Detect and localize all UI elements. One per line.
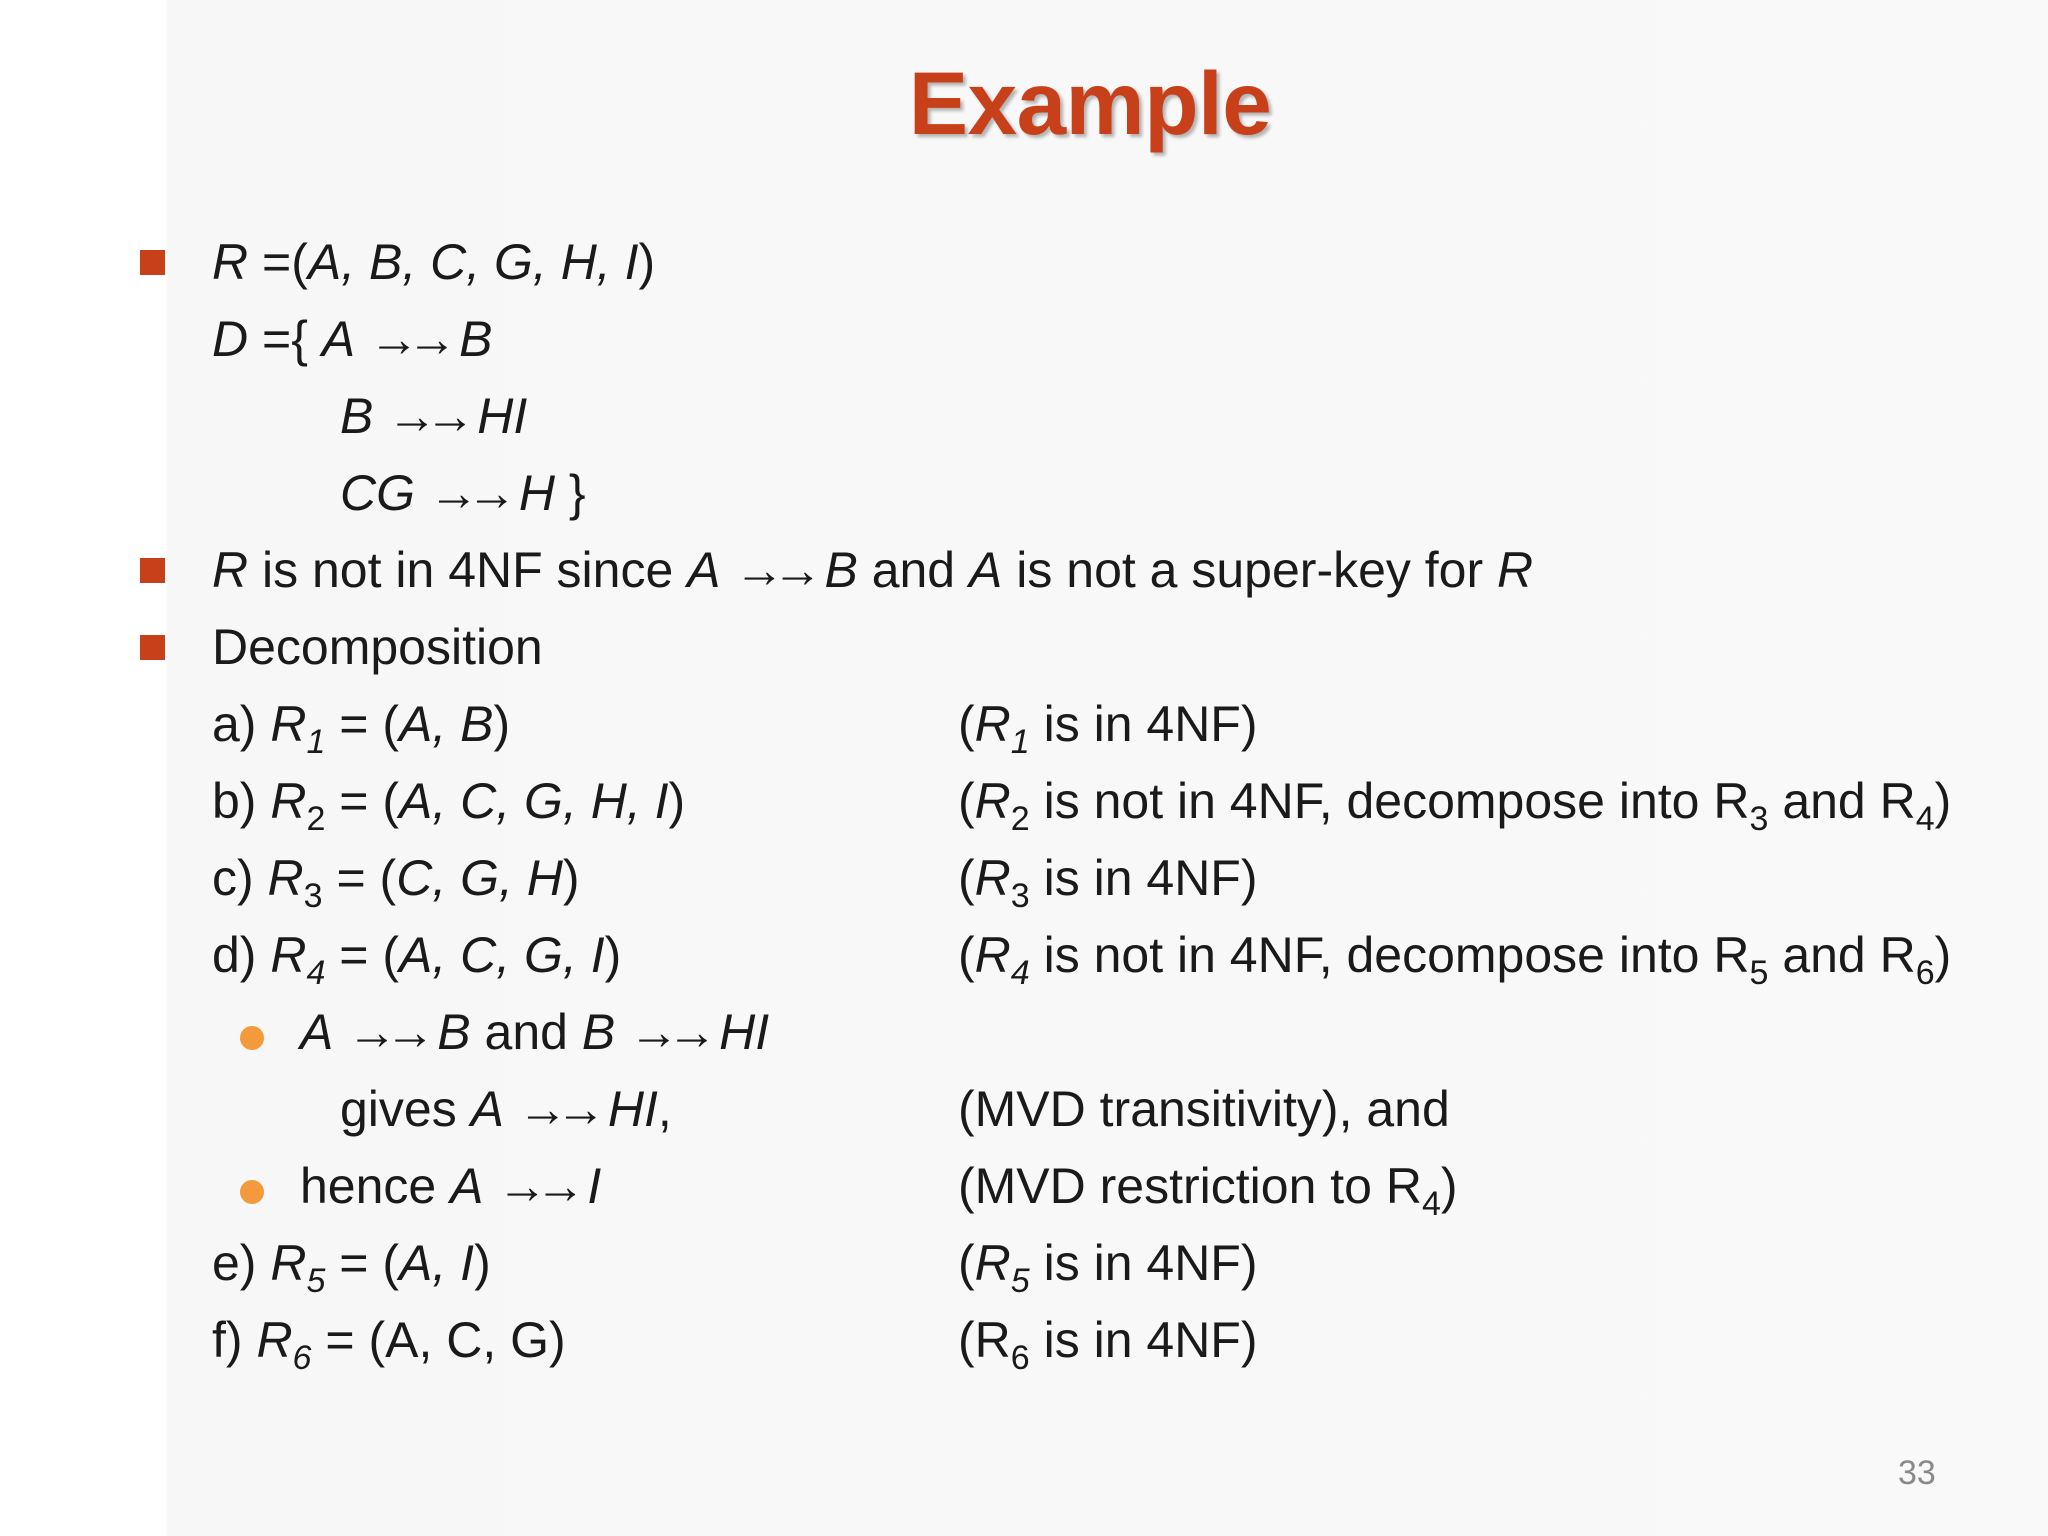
page-number: 33	[1898, 1454, 1936, 1492]
relation-line: R =(A, B, C, G, H, I)	[212, 234, 656, 290]
step-a-right: ($R_1$ is in 4NF)	[958, 696, 1258, 761]
sub-step-1b-right: (MVD transitivity), and	[958, 1081, 1450, 1137]
sub-step-2-right: (MVD restriction to $R_4$)	[958, 1158, 1458, 1223]
step-e-right: ($R_5$ is in 4NF)	[958, 1235, 1258, 1300]
bullet-square-2	[140, 558, 165, 583]
sub-step-1: A →→ B and B →→ HI	[300, 1004, 770, 1060]
step-b-right: ($R_2$ is not in 4NF, decompose into $R_3$ and $R_4$)	[958, 773, 1952, 838]
step-e-left: e) $R_5 = (A$, I)	[212, 1235, 491, 1300]
not-4nf-line: R is not in 4NF since A →→ B and A is not a super-key for R	[212, 542, 1534, 598]
bullet-dot-1	[240, 1026, 264, 1050]
step-b-left: b) $R_2 = (A$, C, G, H, I)	[212, 773, 686, 838]
step-c-left: c) $R_3 = (C$, G, H)	[212, 850, 580, 915]
decomposition-label: Decomposition	[212, 619, 543, 675]
step-d-right: ($R_4$ is not in 4NF, decompose into $R_5$ and $R_6$)	[958, 927, 1952, 992]
dependency-line-2: B →→ HI	[340, 388, 528, 444]
slide-title: Example	[908, 53, 1272, 153]
dependency-line-3: CG →→ H }	[340, 465, 586, 521]
bullet-square-1	[140, 250, 165, 275]
step-f-right: ($R_6$ is in 4NF)	[958, 1312, 1258, 1377]
bullet-dot-2	[240, 1180, 264, 1204]
sub-step-2-left: hence A →→ I	[300, 1158, 602, 1214]
step-d-left: d) $R_4 = (A$, C, G, I)	[212, 927, 622, 992]
step-f-left: f) $R_6 = (A$, C, G)	[212, 1312, 566, 1377]
step-c-right: ($R_3$ is in 4NF)	[958, 850, 1258, 915]
sub-step-1b-left: gives A →→ HI,	[340, 1081, 672, 1137]
dependency-line-1: D ={ A →→ B	[212, 311, 493, 367]
step-a-left: a) $R_1 = (A$, B)	[212, 696, 511, 761]
bullet-square-3	[140, 635, 165, 660]
